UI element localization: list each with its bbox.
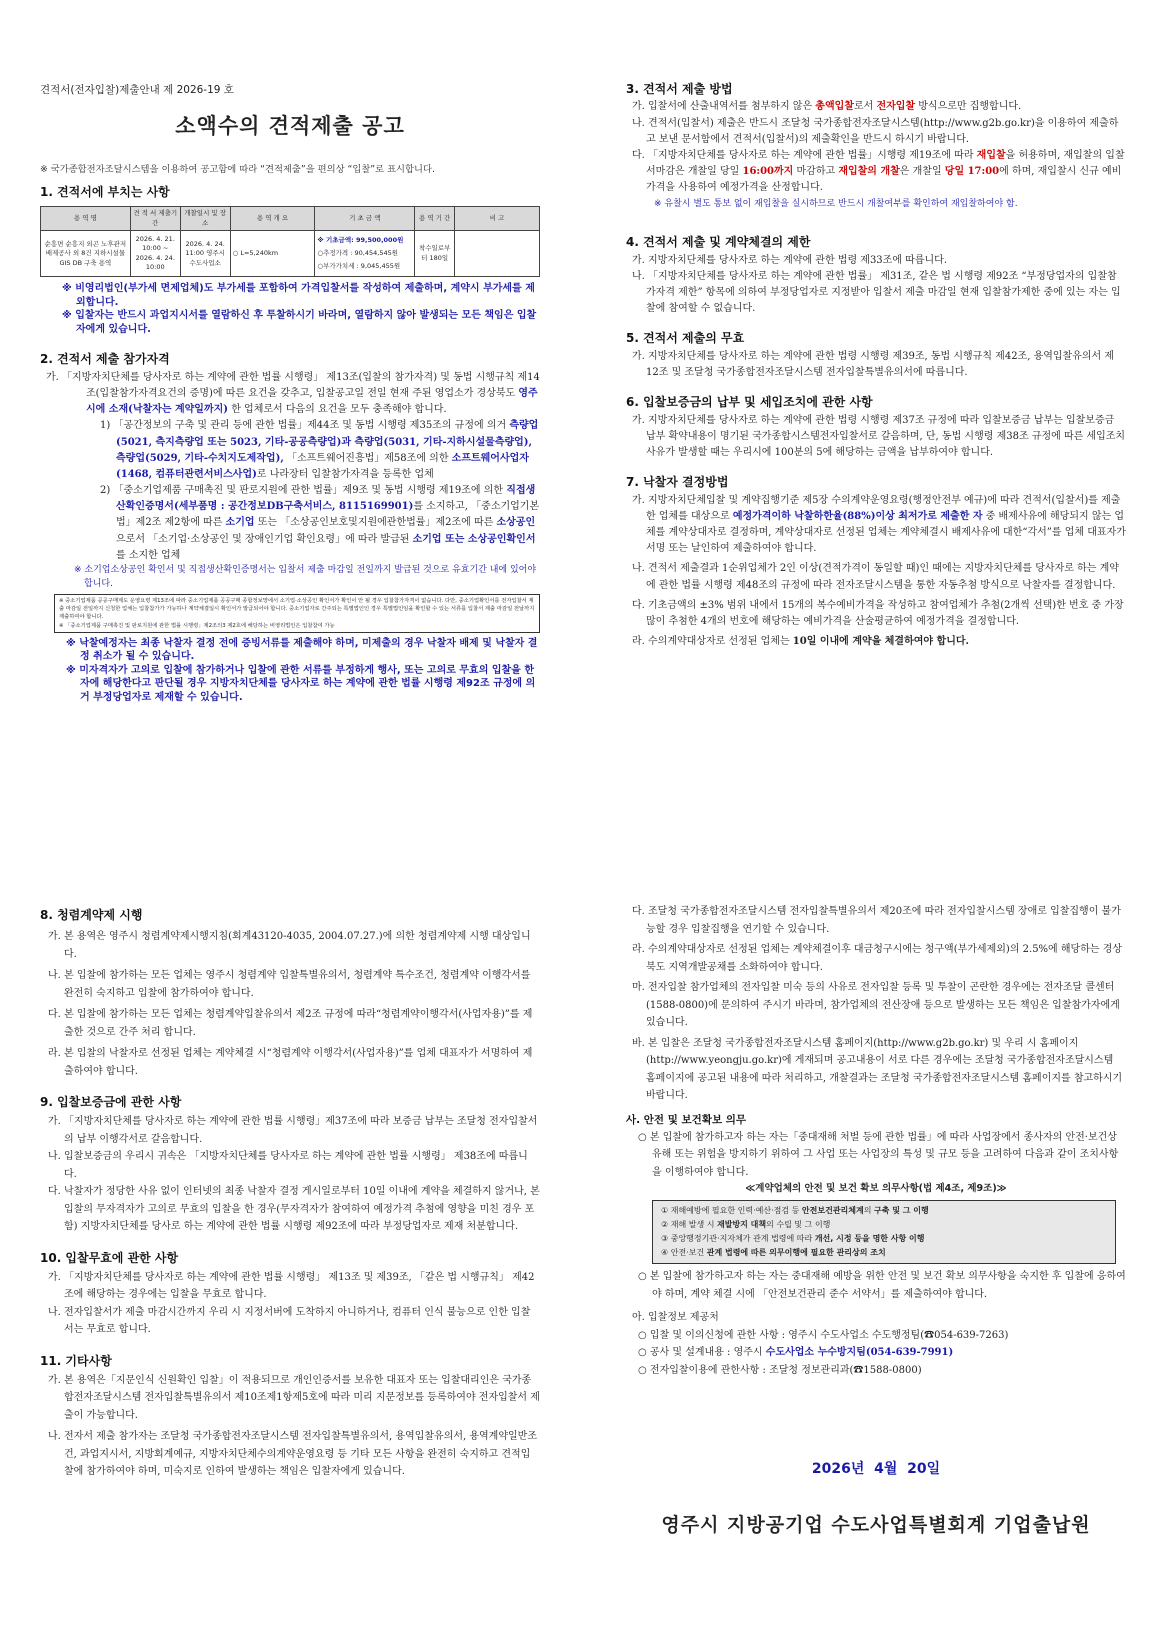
s8-ra: 라. 본 입찰의 낙찰자로 선정된 업체는 계약체결 시“청렴계약 이행각서(사업자용)”를 업체 대표자가 서명하여 제출하여야 합니다. <box>48 1048 533 1077</box>
s7-ra-b: 10일 이내에 계약을 체결하여야 합니다. <box>792 636 970 648</box>
s2-i1-a: 1) 「공간정보의 구축 및 관리 등에 관한 법률」제44조 및 동법 시행령 제35조의 규정에 의거 <box>100 420 510 432</box>
safety-item-4 <box>661 1246 1107 1260</box>
document-number: 견적서(전자입찰)제출안내 제 2026-19 호 <box>40 84 234 96</box>
s2-ga-blue: 영주시에 소재(낙찰자는 계약일까지) <box>86 387 538 416</box>
left-column-top <box>40 162 540 704</box>
s2-item-1 <box>40 418 540 483</box>
th-summary: 용 역 개 요 <box>230 207 315 231</box>
s3-na: 나. 견적서(입찰서) 제출은 반드시 조달청 국가종합전자조달시스템(http://www.g2b.go.kr)을 이용하여 제출하고 보낸 문서함에서 견적서(입찰서)의 제출확인을 반드시 하시기 바랍니다. <box>632 117 1119 145</box>
bid-table-row <box>41 231 540 277</box>
s3-da-c: 을 허용하며, 재입찰의 입찰서마감은 개찰일 당일 <box>646 150 1125 178</box>
qualification-box <box>54 594 540 633</box>
page-title: 소액수의 견적제출 공고 <box>175 114 405 138</box>
cell-term: 착수일로부터 180일 <box>415 231 455 277</box>
s11-a-3: ○ 전자입찰이용에 관한사항 : 조달청 정보관리과(☎1588-0800) <box>638 1364 922 1376</box>
s7-ga-b: 예정가격이하 낙찰하한율(88%)이상 최저가로 제출한 자 <box>732 510 983 522</box>
safety-item-3-b: 개선, 시정 등을 명한 사항 이행 <box>814 1234 925 1243</box>
issuer-name: 영주시 지방공기업 수도사업특별회계 기업출납원 <box>661 1514 1091 1536</box>
s11-a: 아. 입찰정보 제공처 <box>632 1312 719 1323</box>
s3-ga-d: 전자입찰 <box>876 101 916 113</box>
bid-table-header <box>41 207 540 231</box>
safety-item-2 <box>661 1218 1107 1232</box>
s7-da: 다. 기초금액의 ±3% 범위 내에서 15개의 복수예비가격을 작성하고 참여업체가 추첨(2개씩 선택)한 번호 중 가장 많이 추첨한 4개의 번호에 해당하는 예비가격을 산술평균하여 예정가격을 결정합니다. <box>632 599 1124 627</box>
cell-summary: ○ L=5,240km <box>230 231 315 277</box>
safety-item-4-b: 관계 법령에 따른 의무이행에 필요한 관리상의 조치 <box>706 1248 886 1257</box>
s2-i2-f: 소상공인 <box>496 517 536 529</box>
qualification-box-line-2: ※ 「중소기업제품 구매촉진 및 판로지원에 관한 법률 시행령」제2조의3 제2호에 해당하는 비영리법인은 입찰참여 가능 <box>59 622 335 629</box>
s3-ga-c: 로서 <box>853 101 877 113</box>
section-10-heading: 10. 입찰무효에 관한 사항 <box>40 1250 179 1265</box>
safety-item-1-a: ① 재해예방에 필요한 인력·예산·점검 등 <box>661 1206 802 1215</box>
s2-i2-e: 또는 「소상공인보호및지원에관한법률」제2조에 따른 <box>254 517 497 529</box>
s3-da-h: 당일 17:00 <box>944 166 1000 178</box>
s7-ga <box>626 493 1126 558</box>
notice-date: 2026년 4월 20일 <box>811 1461 941 1477</box>
s2-i2-d: 소기업 <box>225 517 255 529</box>
base-amount: ※ 기초금액: 99,500,000원 <box>317 236 404 245</box>
safety-item-1-c: 의 <box>863 1206 875 1215</box>
s2-i1-b: 측량업(5021, 측지측량업 또는 5023, 기타-공공측량업)과 측량업(5031, 기타-지하시설물측량업), 측량업(5029, 기타-수치지도제작업), <box>116 420 539 464</box>
cell-period: 2026. 4. 21. 10:00 ~ 2026. 4. 24. 10:00 <box>130 231 180 277</box>
s3-da-a: 다. 「지방자치단체를 당사자로 하는 계약에 관한 법률」시행령 제19조에 따라 <box>632 150 977 161</box>
th-remark: 비 고 <box>455 207 540 231</box>
s5-ga: 가. 지방자치단체를 당사자로 하는 계약에 관한 법령 시행령 제39조, 동법 시행규칙 제42조, 용역입찰유의서 제12조 및 조달청 국가종합전자조달시스템 전자입찰특별유의서에 따릅니다. <box>632 350 1115 378</box>
s3-da <box>626 148 1126 197</box>
safety-box-list <box>652 1200 1116 1264</box>
safety-item-2-b: 재발방지 대책 <box>716 1220 767 1229</box>
cell-open: 2026. 4. 24. 11:00 영주시 수도사업소 <box>180 231 230 277</box>
s7-na: 나. 견적서 제출결과 1순위업체가 2인 이상(견적가격이 동일할 때)인 때에는 지방자치단체를 당사자로 하는 계약에 관한 법률 시행령 제48조의 규정에 따라 전자조달시스템을 통한 자동추첨 방식으로 낙찰자를 결정합니다. <box>632 563 1119 591</box>
cell-remark <box>455 231 540 277</box>
safety-box-title: ≪계약업체의 안전 및 보건 확보 의무사항(법 제4조, 제9조)≫ <box>745 1183 1007 1195</box>
th-period: 견 적 서 제출기간 <box>130 207 180 231</box>
s9-ga: 가. 「지방자치단체를 당사자로 하는 계약에 관한 법률 시행령」제37조에 따라 보증금 납부는 조달청 전자입찰서의 납부 이행각서로 갈음합니다. <box>48 1116 538 1145</box>
s2-ga <box>40 370 540 419</box>
s2-ga-text: 가. 「지방자치단체를 당사자로 하는 계약에 관한 법률 시행령」 제13조(입찰의 참가자격) 및 동법 시행규칙 제14조(입찰참가자격요건의 증명)에 따른 요건을 갖추고, 입찰공고일 전일 현재 주된 영업소가 경상북도 <box>46 371 540 399</box>
s11-sa-1: ○ 본 입찰에 참가하고자 하는 자는「중대재해 처벌 등에 관한 법률」에 따라 사업장에서 종사자의 안전·보건상 유해 또는 위험을 방지하기 위하여 그 사업 또는 사업장의 특성 및 규모 등을 고려하여 다음과 같이 조치사항을 이행하여야 합니다. <box>638 1131 1119 1178</box>
right-column-top <box>626 80 1126 650</box>
section-2-heading: 2. 견적서 제출 참가자격 <box>40 352 170 367</box>
th-term: 용 역 기 간 <box>415 207 455 231</box>
qualification-box-line-1: ※ 중소기업제품 공공구매제도 운영요령 제13조에 따라 중소기업제품 공공구매 종합정보망에서 소기업·소상공인 확인서가 확인이 안 될 경우 입찰참가자격이 없습니다. 다만, 중소기업확인서를 전자입찰서 제출 마감일 전일까지 신청한 업체는 입찰참가가 가능하나 계약체결일시 확인서가 발급되어야 합니다. 중소기업자로 간주되는 특별법인인 경우 특별법인임을 확인할 수 있는 서류를 입찰서 제출 마감일 전날까지 제출하여야 합니다. <box>59 598 535 621</box>
s11-a-2 <box>626 1344 1126 1362</box>
s2-i2-h: 소기업 또는 소상공인확인서 <box>412 533 536 545</box>
s6-ga: 가. 지방자치단체를 당사자로 하는 계약에 관한 법령 시행령 제37조 규정에 따라 입찰보증금 납부는 입찰보증금 납부 확약내용이 명기된 국가종합시스템전자입찰서로 갈음하며, 단, 동법 시행령 제38조 규정에 따른 세입조치사유가 발생할 때는 우리시에 100분의 5에 해당하는 금액을 납부하여야 합니다. <box>632 414 1126 458</box>
section-3-heading: 3. 견적서 제출 방법 <box>626 82 733 96</box>
s4-na: 나. 「지방자치단체를 당사자로 하는 계약에 관한 법률」 제31조, 같은 법 시행령 제92조 “부정당업자의 입찰참가자격 제한” 항목에 의하여 부정당업자로 지정받아 입찰서 제출 마감일 현재 입찰참가제한 중에 있는 자는 입찰에 참여할 수 없습니다. <box>632 270 1121 315</box>
cell-name: 순흥면 순흥지 외곤 노후관저배제공사 외 8건 지하시설물 GIS DB 구축 용역 <box>41 231 131 277</box>
s11-da: 다. 조달청 국가종합전자조달시스템 전자입찰특별유의서 제20조에 따라 전자입찰시스템 장애로 입찰집행이 불가능할 경우 입찰집행을 연기할 수 있습니다. <box>632 906 1121 935</box>
s1-note-1: ※ 비영리법인(부가세 면제업체)도 부가세를 포함하여 가격입찰서를 작성하여 제출하며, 계약시 부가세를 제외합니다. <box>62 283 535 308</box>
s3-ga-b: 총액입찰 <box>815 101 854 113</box>
s11-a-2-b: 수도사업소 누수방지팀(054-639-7991) <box>765 1347 954 1358</box>
s1-note-2: ※ 입찰자는 반드시 과업지시서를 열람하신 후 투찰하시기 바라며, 열람하지 않아 발생되는 모든 책임은 입찰자에게 있습니다. <box>62 310 537 335</box>
s3-note: ※ 유찰시 별도 통보 없이 재입찰을 실시하므로 반드시 개찰여부를 확인하여 재입찰하여야 함. <box>654 198 1018 209</box>
s7-ra <box>626 634 1126 650</box>
s11-na: 나. 전자서 제출 참가자는 조달청 국가종합전자조달시스템 전자입찰특별유의서, 용역입찰유의서, 용역계약일반조건, 과업지시서, 지방회계예규, 지방자치단체수의계약운영요령 등 기타 모든 사항을 완전히 숙지하고 견적입찰에 참가하여야 하며, 미숙지로 인하여 발생하는 책임은 입찰자에게 있습니다. <box>48 1431 537 1477</box>
s3-da-e: 마감하고 <box>793 166 839 178</box>
s3-da-i: 에 하며, 재입찰시 신규 예비가격을 사용하여 예정가격을 산정합니다. <box>646 166 1122 194</box>
left-column-bottom <box>40 905 540 1481</box>
s10-na: 나. 전자입찰서가 제출 마감시간까지 우리 시 지정서버에 도착하지 아니하거나, 컴퓨터 인식 불능으로 인한 입찰서는 무효로 합니다. <box>48 1306 531 1335</box>
s3-da-g: 은 개찰일 <box>899 166 945 178</box>
s11-sa: 사. 안전 및 보건확보 의무 <box>626 1113 747 1126</box>
intro-note: ※ 국가종합전자조달시스템을 이용하여 공고함에 따라 “견적제출”을 편의상 “입찰”로 표시합니다. <box>40 164 435 175</box>
estimated-price: ○추정가격 : 90,454,545원 <box>317 249 399 258</box>
section-4-heading: 4. 견적서 제출 및 계약체결의 제한 <box>626 235 811 250</box>
s11-a-1: ○ 입찰 및 이의신청에 관한 사항 : 영주시 수도사업소 수도행정팀(☎054-639-7263) <box>638 1329 1009 1341</box>
s9-na: 나. 입찰보증금의 우리시 귀속은 「지방자치단체를 당사자로 하는 계약에 관한 법률 시행령」 제38조에 따릅니다. <box>48 1151 528 1180</box>
s10-ga: 가. 「지방자치단체를 당사자로 하는 계약에 관한 법률 시행령」 제13조 및 제39조, 「같은 법 시행규칙」 제42조에 해당하는 경우에는 입찰을 무효로 합니다. <box>48 1271 535 1300</box>
s11-ra: 라. 수의계약대상자로 선정된 업체는 계약체결이후 대금청구시에는 청구액(부가세제외)의 2.5%에 해당하는 경상북도 지역개발공채를 소화하여야 합니다. <box>632 944 1123 973</box>
section-9-heading: 9. 입찰보증금에 관한 사항 <box>40 1095 182 1109</box>
s2-i2-b: 직접생산확인증명서(세부품명 : 공간정보DB구축서비스, 8115169901) <box>116 485 536 513</box>
bid-table <box>40 206 540 277</box>
safety-item-2-a: ② 재해 발생 시 <box>661 1220 717 1229</box>
s3-da-d: 16:00까지 <box>742 166 794 178</box>
cell-base <box>315 231 415 277</box>
s2-i2-g: 으로서 「소기업·소상공인 및 장애인기업 확인요령」에 따라 발급된 <box>116 533 413 545</box>
vat-amount: ○부가가치세 : 9,045,455원 <box>317 262 401 271</box>
s3-ga <box>626 99 1126 115</box>
s4-ga: 가. 지방자치단체를 당사자로 하는 계약에 관한 법령 제33조에 따릅니다. <box>632 254 947 266</box>
section-11-heading: 11. 기타사항 <box>40 1353 112 1368</box>
section-7-heading: 7. 낙찰자 결정방법 <box>626 475 729 490</box>
s2-i1-d: 소프트웨어사업자(1468, 컴퓨터관련서비스사업) <box>116 452 529 480</box>
s2-note-2: ※ 미자격자가 고의로 입찰에 참가하거나 입찰에 관한 서류를 부정하게 행사, 또는 고의로 무효의 입찰을 한 자에 해당한다고 판단될 경우 지방자치단체를 당사자로 하는 계약에 관한 법률 시행령 제92조 규정에 의거 부정당업자로 제재할 수 있습니다. <box>66 664 536 703</box>
s7-ra-a: 라. 수의계약대상자로 선정된 업체는 <box>632 636 793 648</box>
safety-box <box>626 1181 1126 1264</box>
th-name: 용 역 명 <box>41 207 131 231</box>
safety-item-3-a: ③ 중앙행정기관·지자체가 관계 법령에 따라 <box>661 1234 815 1243</box>
th-base: 기 초 금 액 <box>315 207 415 231</box>
s8-ga: 가. 본 용역은 영주시 청렴계약제시행지침(회계43120-4035, 2004.07.27.)에 의한 청렴계약제 시행 대상입니다. <box>48 931 531 960</box>
safety-item-4-a: ④ 안전·보건 <box>661 1248 707 1257</box>
s2-i2-i: 를 소지한 업체 <box>116 549 181 561</box>
s8-da: 다. 본 입찰에 참가하는 모든 업체는 청렴계약입찰유의서 제2조 규정에 따라“청렴계약이행각서(사업자용)”를 제출한 것으로 간주 처리 합니다. <box>48 1009 533 1038</box>
right-column-bottom <box>626 903 1126 1379</box>
s7-ga-a: 가. 지방자치단체입찰 및 계약집행기준 제5장 수의계약운영요령(행정안전부 예규)에 따라 견적서(입찰서)를 제출한 업체를 대상으로 <box>632 494 1121 522</box>
s2-i2-a: 2) 「중소기업제품 구매촉진 및 판로지원에 관한 법률」제9조 및 동법 시행령 제19조에 의한 <box>100 485 507 497</box>
s11-sa-2: ○ 본 입찰에 참가하고자 하는 자는 중대재해 예방을 위한 안전 및 보건 확보 의무사항을 숙지한 후 입찰에 응하여야 하며, 계약 체결 시에 「안전보건관리 준수 서약서」를 제출하여야 합니다. <box>638 1271 1126 1300</box>
th-open: 개찰일시 및 장소 <box>180 207 230 231</box>
s11-a-2-a: ○ 공사 및 설계내용 : 영주시 <box>638 1347 766 1358</box>
s2-i1-c: 「소프트웨어진흥법」제58조에 의한 <box>283 452 452 464</box>
s2-ga-end: 한 업체로서 다음의 요건을 모두 충족해야 합니다. <box>228 404 447 416</box>
section-5-heading: 5. 견적서 제출의 무효 <box>626 331 745 346</box>
safety-item-1-d: 구축 및 그 이행 <box>874 1206 929 1215</box>
s8-na: 나. 본 입찰에 참가하는 모든 업체는 영주시 청렴계약 입찰특별유의서, 청렴계약 특수조건, 청렴계약 이행각서를 완전히 숙지하고 입찰에 참가하여야 합니다. <box>48 970 531 999</box>
s2-item-2-note: ※ 소기업소상공인 확인서 및 직접생산확인증명서는 입찰서 제출 마감일 전일까지 발급된 것으로 유효기간 내에 있어야 합니다. <box>74 565 537 589</box>
s3-ga-a: 가. 입찰서에 산출내역서를 첨부하지 않은 <box>632 101 816 113</box>
safety-item-2-c: 의 수립 및 그 이행 <box>766 1220 831 1229</box>
section-1-heading: 1. 견적서에 부치는 사항 <box>40 185 170 200</box>
s3-da-b: 재입찰 <box>976 150 1006 161</box>
safety-item-3 <box>661 1232 1107 1246</box>
s11-ma: 마. 전자입찰 참가업체의 전자입찰 미숙 등의 사유로 전자입찰 등록 및 투찰이 곤란한 경우에는 전자조달 콜센터(1588-0800)에 문의하여 주시기 바라며, 참가업체의 전산장애 등으로 발생하는 모든 책임은 입찰참가자에게 있습니다. <box>632 982 1120 1028</box>
s2-item-2 <box>40 483 540 564</box>
section-8-heading: 8. 청렴계약제 시행 <box>40 908 143 922</box>
safety-item-1 <box>661 1204 1107 1218</box>
s2-i1-e: 로 나라장터 입찰참가자격을 등록한 업체 <box>256 468 434 480</box>
s9-da: 다. 낙찰자가 정당한 사유 없이 인터넷의 최종 낙찰자 결정 게시일로부터 10일 이내에 계약을 체결하지 않거나, 본 입찰의 무자격자가 고의로 무효의 입찰을 한 경우(무자격자가 참여하여 예정가격 추첨에 영향을 미친 경우 포함) 지방자치단체를 당사로 하는 계약에 관한 법률 시행령 제92조에 따라 부정당업자로 제재 처분합니다. <box>48 1186 540 1232</box>
s2-i2-c: 를 소지하고, 「중소기업기본법」제2조 제2항에 따른 <box>116 501 540 529</box>
s3-da-f: 재입찰의 개찰 <box>838 166 900 178</box>
s7-ga-c: 중 배제사유에 해당되지 않는 업체를 계약상대자로 결정하며, 계약상대자로 선정된 업체는 계약체결시 배제사유에 대한“각서”를 업체 대표자가 서명 또는 날인하여 제출하여야 합니다. <box>646 510 1126 555</box>
s11-ga: 가. 본 용역은「지문인식 신원확인 입찰」이 적용되므로 개인인증서를 보유한 대표자 또는 입찰대리인은 국가종합전자조달시스템 전자입찰특별유의서 제10조제1항제5호에 따라 미리 지문정보를 등록하여야 전자입찰서 제출이 가능합니다. <box>48 1374 540 1421</box>
s11-ba: 바. 본 입찰은 조달청 국가종합전자조달시스템 홈페이지(http://www.g2b.go.kr) 및 우리 시 홈페이지(http://www.yeongju.go.kr)에 게재되며 공고내용이 서로 다른 경우에는 조달청 국가종합전자조달시스템 홈페이지에 공고된 내용에 따라 처리하고, 개찰결과는 조달청 국가종합전자조달시스템 홈페이지를 참고하시기 바랍니다. <box>632 1037 1123 1101</box>
section-6-heading: 6. 입찰보증금의 납부 및 세입조치에 관한 사항 <box>626 395 873 410</box>
s2-note-1: ※ 낙찰예정자는 최종 낙찰자 결정 전에 증빙서류를 제출해야 하며, 미제출의 경우 낙찰자 배제 및 낙찰자 결정 취소가 될 수 있습니다. <box>66 637 538 663</box>
safety-item-1-b: 안전보건관리체계 <box>801 1206 864 1215</box>
s3-ga-e: 방식으로만 집행합니다. <box>915 101 1022 113</box>
